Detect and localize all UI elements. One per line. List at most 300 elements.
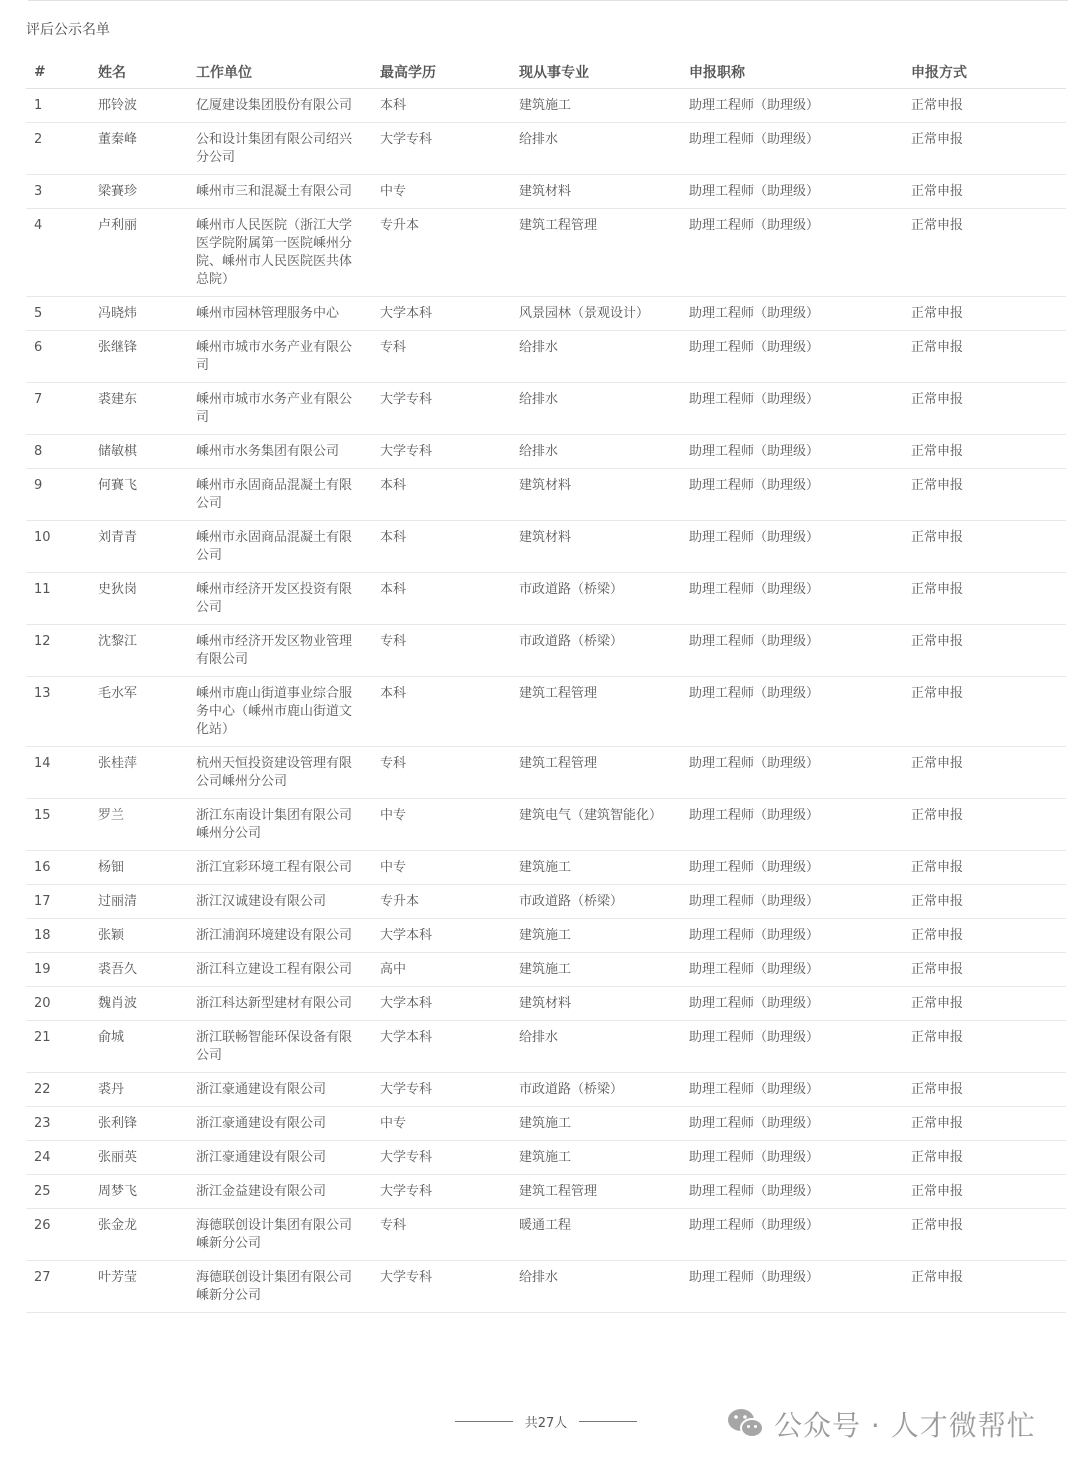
employer-text: 嵊州市永固商品混凝土有限公司 [196, 530, 353, 563]
method-cell [911, 89, 1066, 123]
major-text: 建筑材料 [519, 530, 572, 545]
employer-text: 浙江浦润环境建设有限公司 [196, 928, 353, 943]
column-header-education: 最高学历 [380, 55, 519, 89]
title-cell [689, 625, 911, 677]
table-row [26, 625, 1066, 677]
education-text: 专升本 [380, 894, 420, 909]
method-text: 正常申报 [911, 1150, 964, 1165]
column-header-employer: 工作单位 [196, 55, 380, 89]
title-cell [689, 1107, 911, 1141]
title-cell [689, 851, 911, 885]
title-cell [689, 521, 911, 573]
education-text: 大学专科 [380, 1184, 433, 1199]
major-cell [519, 1261, 689, 1313]
major-text: 建筑施工 [519, 962, 572, 977]
title-cell [689, 435, 911, 469]
major-cell [519, 677, 689, 747]
major-cell [519, 331, 689, 383]
education-text: 中专 [380, 808, 407, 823]
table-row [26, 297, 1066, 331]
title-text: 助理工程师（助理级） [689, 894, 820, 909]
education-text: 专科 [380, 634, 407, 649]
major-text: 给排水 [519, 340, 559, 355]
education-text: 本科 [380, 98, 407, 113]
row-index-text: 12 [34, 634, 51, 649]
title-cell [689, 175, 911, 209]
title-cell [689, 297, 911, 331]
employer-text: 嵊州市城市水务产业有限公司 [196, 340, 353, 373]
row-index-cell [26, 677, 98, 747]
row-index-cell [26, 521, 98, 573]
major-cell [519, 573, 689, 625]
row-index-cell [26, 987, 98, 1021]
row-index-cell [26, 851, 98, 885]
left-divider [455, 1421, 513, 1422]
method-text: 正常申报 [911, 894, 964, 909]
employer-cell [196, 1141, 380, 1175]
row-index-text: 17 [34, 894, 51, 909]
method-text: 正常申报 [911, 928, 964, 943]
employer-cell [196, 953, 380, 987]
method-cell [911, 1021, 1066, 1073]
education-text: 中专 [380, 1116, 407, 1131]
title-cell [689, 1261, 911, 1313]
row-index-cell [26, 175, 98, 209]
education-cell [380, 919, 519, 953]
row-index-cell [26, 297, 98, 331]
education-cell [380, 1175, 519, 1209]
major-text: 建筑工程管理 [519, 1184, 598, 1199]
person-name-text: 叶芳莹 [98, 1270, 138, 1285]
major-cell [519, 297, 689, 331]
method-cell [911, 331, 1066, 383]
employer-text: 嵊州市经济开发区物业管理有限公司 [196, 634, 353, 667]
employer-text: 嵊州市城市水务产业有限公司 [196, 392, 353, 425]
person-name-cell [98, 1107, 196, 1141]
row-index-cell [26, 625, 98, 677]
employer-text: 浙江汉诚建设有限公司 [196, 894, 327, 909]
row-index-text: 19 [34, 962, 51, 977]
education-cell [380, 885, 519, 919]
row-index-text: 5 [34, 306, 43, 321]
person-name-cell [98, 1209, 196, 1261]
title-text: 助理工程师（助理级） [689, 634, 820, 649]
row-index-cell [26, 1141, 98, 1175]
row-index-text: 26 [34, 1218, 51, 1233]
employer-text: 浙江豪通建设有限公司 [196, 1116, 327, 1131]
employer-cell [196, 799, 380, 851]
row-index-text: 24 [34, 1150, 51, 1165]
education-cell [380, 521, 519, 573]
person-name-text: 俞城 [98, 1030, 125, 1045]
title-text: 助理工程师（助理级） [689, 98, 820, 113]
title-text: 助理工程师（助理级） [689, 1082, 820, 1097]
method-text: 正常申报 [911, 98, 964, 113]
table-row [26, 209, 1066, 297]
education-cell [380, 747, 519, 799]
employer-cell [196, 851, 380, 885]
row-index-cell [26, 331, 98, 383]
education-text: 专科 [380, 340, 407, 355]
person-name-text: 裘丹 [98, 1082, 125, 1097]
person-name-text: 张桂萍 [98, 756, 138, 771]
table-row [26, 1073, 1066, 1107]
person-name-text: 董秦峰 [98, 132, 138, 147]
row-index-text: 27 [34, 1270, 51, 1285]
major-text: 市政道路（桥梁） [519, 582, 624, 597]
major-text: 建筑施工 [519, 1150, 572, 1165]
row-index-text: 10 [34, 530, 51, 545]
employer-cell [196, 1175, 380, 1209]
education-cell [380, 331, 519, 383]
title-text: 助理工程师（助理级） [689, 582, 820, 597]
person-name-text: 卢利丽 [98, 218, 138, 233]
method-cell [911, 1209, 1066, 1261]
employer-text: 浙江科立建设工程有限公司 [196, 962, 353, 977]
major-cell [519, 987, 689, 1021]
person-name-text: 裘建东 [98, 392, 138, 407]
major-cell [519, 1141, 689, 1175]
method-cell [911, 123, 1066, 175]
employer-cell [196, 1107, 380, 1141]
major-text: 建筑工程管理 [519, 756, 598, 771]
title-text: 助理工程师（助理级） [689, 444, 820, 459]
person-name-cell [98, 435, 196, 469]
person-name-text: 张颖 [98, 928, 125, 943]
method-cell [911, 851, 1066, 885]
method-cell [911, 953, 1066, 987]
title-text: 助理工程师（助理级） [689, 306, 820, 321]
person-name-text: 储敏棋 [98, 444, 138, 459]
major-cell [519, 1209, 689, 1261]
table-row [26, 435, 1066, 469]
major-cell [519, 469, 689, 521]
major-cell [519, 521, 689, 573]
employer-text: 嵊州市三和混凝土有限公司 [196, 184, 353, 199]
education-text: 大学专科 [380, 392, 433, 407]
major-cell [519, 851, 689, 885]
method-text: 正常申报 [911, 962, 964, 977]
table-row [26, 1261, 1066, 1313]
title-cell [689, 677, 911, 747]
education-text: 大学本科 [380, 1030, 433, 1045]
title-cell [689, 1021, 911, 1073]
table-row [26, 885, 1066, 919]
major-text: 给排水 [519, 444, 559, 459]
method-text: 正常申报 [911, 340, 964, 355]
education-cell [380, 1107, 519, 1141]
method-cell [911, 625, 1066, 677]
row-index-text: 18 [34, 928, 51, 943]
major-cell [519, 123, 689, 175]
major-text: 建筑施工 [519, 860, 572, 875]
title-text: 助理工程师（助理级） [689, 1218, 820, 1233]
row-index-cell [26, 1261, 98, 1313]
title-cell [689, 573, 911, 625]
row-index-cell [26, 435, 98, 469]
education-cell [380, 987, 519, 1021]
row-index-text: 7 [34, 392, 43, 407]
title-cell [689, 89, 911, 123]
method-cell [911, 175, 1066, 209]
person-name-cell [98, 469, 196, 521]
method-text: 正常申报 [911, 132, 964, 147]
column-header-method: 申报方式 [911, 55, 1066, 89]
education-text: 专科 [380, 1218, 407, 1233]
row-index-cell [26, 919, 98, 953]
major-text: 建筑工程管理 [519, 218, 598, 233]
education-text: 大学本科 [380, 306, 433, 321]
row-index-cell [26, 123, 98, 175]
roster-table [26, 55, 1066, 1313]
employer-cell [196, 297, 380, 331]
person-name-text: 何賽飞 [98, 478, 138, 493]
education-cell [380, 89, 519, 123]
employer-text: 嵊州市水务集团有限公司 [196, 444, 340, 459]
method-text: 正常申报 [911, 306, 964, 321]
table-header-row [26, 55, 1066, 89]
table-row [26, 1175, 1066, 1209]
table-row [26, 383, 1066, 435]
major-cell [519, 89, 689, 123]
education-cell [380, 677, 519, 747]
row-index-text: 25 [34, 1184, 51, 1199]
employer-text: 浙江金益建设有限公司 [196, 1184, 327, 1199]
major-cell [519, 1021, 689, 1073]
title-cell [689, 1175, 911, 1209]
row-index-text: 13 [34, 686, 51, 701]
employer-text: 嵊州市鹿山街道事业综合服务中心（嵊州市鹿山街道文化站） [196, 686, 353, 737]
method-text: 正常申报 [911, 582, 964, 597]
method-cell [911, 987, 1066, 1021]
major-text: 暖通工程 [519, 1218, 572, 1233]
employer-cell [196, 573, 380, 625]
method-text: 正常申报 [911, 478, 964, 493]
title-text: 助理工程师（助理级） [689, 478, 820, 493]
major-text: 市政道路（桥梁） [519, 894, 624, 909]
title-text: 助理工程师（助理级） [689, 1184, 820, 1199]
employer-text: 浙江宜彩环境工程有限公司 [196, 860, 353, 875]
method-text: 正常申报 [911, 444, 964, 459]
person-name-text: 过丽清 [98, 894, 138, 909]
person-name-text: 邢铃波 [98, 98, 138, 113]
table-row [26, 331, 1066, 383]
roster-body [26, 89, 1066, 1313]
education-cell [380, 1073, 519, 1107]
title-text: 助理工程师（助理级） [689, 686, 820, 701]
title-cell [689, 123, 911, 175]
row-index-text: 8 [34, 444, 43, 459]
title-text: 助理工程师（助理级） [689, 962, 820, 977]
method-cell [911, 1073, 1066, 1107]
column-header-index: # [26, 55, 98, 89]
row-index-text: 16 [34, 860, 51, 875]
row-index-cell [26, 1107, 98, 1141]
row-index-cell [26, 383, 98, 435]
person-name-text: 杨钿 [98, 860, 125, 875]
title-text: 助理工程师（助理级） [689, 1270, 820, 1285]
title-text: 助理工程师（助理级） [689, 1116, 820, 1131]
table-row [26, 1141, 1066, 1175]
major-text: 给排水 [519, 392, 559, 407]
person-name-text: 沈黎江 [98, 634, 138, 649]
watermark-text: 公众号 · 人才微帮忙 [774, 1409, 1036, 1442]
person-name-cell [98, 677, 196, 747]
method-text: 正常申报 [911, 530, 964, 545]
person-name-cell [98, 1073, 196, 1107]
education-text: 专科 [380, 756, 407, 771]
employer-cell [196, 919, 380, 953]
major-text: 建筑施工 [519, 98, 572, 113]
title-text: 助理工程师（助理级） [689, 1150, 820, 1165]
row-index-text: 1 [34, 98, 43, 113]
education-text: 中专 [380, 184, 407, 199]
method-text: 正常申报 [911, 392, 964, 407]
title-cell [689, 383, 911, 435]
method-text: 正常申报 [911, 1082, 964, 1097]
title-text: 助理工程师（助理级） [689, 860, 820, 875]
method-text: 正常申报 [911, 860, 964, 875]
column-header-title: 申报职称 [689, 55, 911, 89]
major-text: 风景园林（景观设计） [519, 306, 650, 321]
education-text: 大学专科 [380, 1150, 433, 1165]
title-text: 助理工程师（助理级） [689, 392, 820, 407]
major-text: 给排水 [519, 1270, 559, 1285]
employer-cell [196, 383, 380, 435]
table-row [26, 573, 1066, 625]
person-name-cell [98, 383, 196, 435]
employer-cell [196, 1261, 380, 1313]
method-text: 正常申报 [911, 1184, 964, 1199]
title-text: 助理工程师（助理级） [689, 808, 820, 823]
row-index-cell [26, 1021, 98, 1073]
major-cell [519, 799, 689, 851]
title-text: 助理工程师（助理级） [689, 184, 820, 199]
education-cell [380, 175, 519, 209]
table-row [26, 89, 1066, 123]
method-cell [911, 1261, 1066, 1313]
watermark [726, 1404, 1036, 1444]
education-cell [380, 383, 519, 435]
employer-cell [196, 435, 380, 469]
person-name-cell [98, 919, 196, 953]
method-cell [911, 573, 1066, 625]
table-row [26, 799, 1066, 851]
employer-text: 嵊州市经济开发区投资有限公司 [196, 582, 353, 615]
employer-text: 杭州天恒投资建设管理有限公司嵊州分公司 [196, 756, 353, 789]
major-cell [519, 625, 689, 677]
title-cell [689, 747, 911, 799]
method-text: 正常申报 [911, 996, 964, 1011]
major-text: 建筑施工 [519, 1116, 572, 1131]
method-text: 正常申报 [911, 184, 964, 199]
employer-cell [196, 175, 380, 209]
education-text: 中专 [380, 860, 407, 875]
employer-text: 浙江东南设计集团有限公司嵊州分公司 [196, 808, 353, 841]
method-text: 正常申报 [911, 1270, 964, 1285]
employer-text: 浙江豪通建设有限公司 [196, 1150, 327, 1165]
title-text: 助理工程师（助理级） [689, 530, 820, 545]
person-name-cell [98, 1261, 196, 1313]
education-cell [380, 1021, 519, 1073]
person-name-text: 罗兰 [98, 808, 125, 823]
employer-text: 嵊州市永固商品混凝土有限公司 [196, 478, 353, 511]
employer-cell [196, 677, 380, 747]
row-index-cell [26, 1073, 98, 1107]
education-text: 大学专科 [380, 1270, 433, 1285]
method-text: 正常申报 [911, 218, 964, 233]
person-name-text: 张继锋 [98, 340, 138, 355]
row-index-text: 23 [34, 1116, 51, 1131]
education-text: 大学专科 [380, 444, 433, 459]
major-cell [519, 885, 689, 919]
method-cell [911, 799, 1066, 851]
education-cell [380, 435, 519, 469]
table-row [26, 851, 1066, 885]
education-cell [380, 123, 519, 175]
education-cell [380, 799, 519, 851]
table-row [26, 677, 1066, 747]
person-name-cell [98, 331, 196, 383]
major-cell [519, 175, 689, 209]
row-index-text: 9 [34, 478, 43, 493]
row-index-text: 21 [34, 1030, 51, 1045]
education-text: 大学本科 [380, 928, 433, 943]
method-cell [911, 1175, 1066, 1209]
employer-cell [196, 469, 380, 521]
employer-text: 浙江科达新型建材有限公司 [196, 996, 353, 1011]
person-name-cell [98, 1141, 196, 1175]
table-row [26, 953, 1066, 987]
major-cell [519, 209, 689, 297]
title-cell [689, 953, 911, 987]
method-cell [911, 1107, 1066, 1141]
title-cell [689, 799, 911, 851]
person-name-text: 刘青青 [98, 530, 138, 545]
person-name-cell [98, 123, 196, 175]
person-name-text: 毛水军 [98, 686, 138, 701]
method-cell [911, 209, 1066, 297]
person-name-cell [98, 573, 196, 625]
person-name-text: 魏肖波 [98, 996, 138, 1011]
education-text: 高中 [380, 962, 407, 977]
top-divider [28, 0, 1068, 1]
major-text: 给排水 [519, 132, 559, 147]
person-name-text: 张丽英 [98, 1150, 138, 1165]
row-index-cell [26, 469, 98, 521]
major-text: 建筑工程管理 [519, 686, 598, 701]
major-cell [519, 747, 689, 799]
method-text: 正常申报 [911, 686, 964, 701]
total-count-label: 共27人 [524, 1415, 568, 1431]
education-text: 本科 [380, 582, 407, 597]
title-cell [689, 469, 911, 521]
major-text: 建筑材料 [519, 478, 572, 493]
row-index-text: 3 [34, 184, 43, 199]
major-text: 市政道路（桥梁） [519, 1082, 624, 1097]
title-cell [689, 1073, 911, 1107]
row-index-text: 14 [34, 756, 51, 771]
method-text: 正常申报 [911, 808, 964, 823]
employer-text: 海德联创设计集团有限公司嵊新分公司 [196, 1218, 353, 1251]
major-text: 市政道路（桥梁） [519, 634, 624, 649]
education-cell [380, 469, 519, 521]
employer-cell [196, 209, 380, 297]
major-cell [519, 1107, 689, 1141]
row-index-text: 15 [34, 808, 51, 823]
title-cell [689, 987, 911, 1021]
table-row [26, 1107, 1066, 1141]
